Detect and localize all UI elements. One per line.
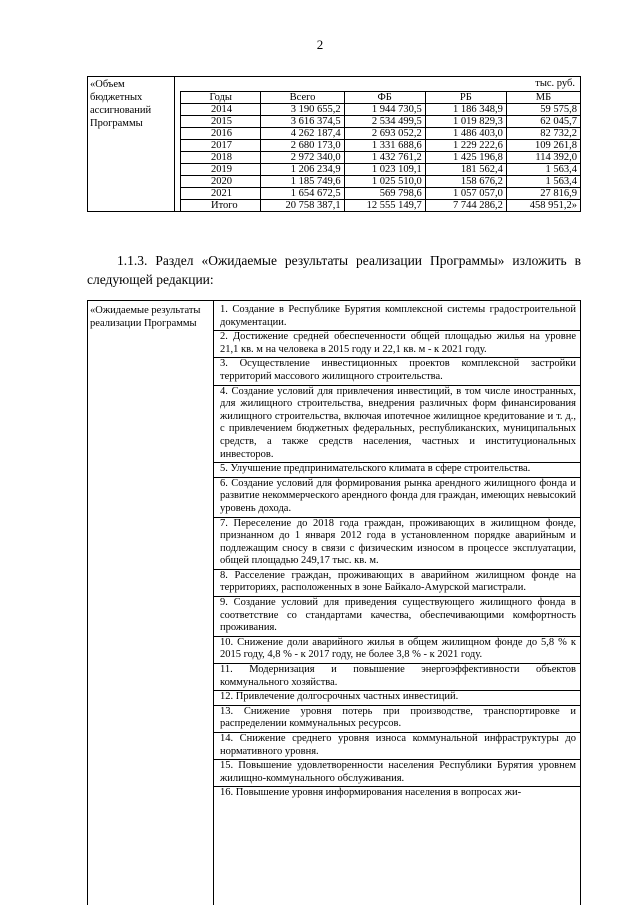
budget-value-cell: 3 190 655,2	[261, 104, 344, 116]
result-item: 2. Достижение средней обеспеченности общей площадью жилья на уровне 21,1 кв. м на человека в 2015 году и 22,1 кв. м - к 2021 году.	[214, 331, 580, 358]
budget-row	[181, 128, 581, 140]
budget-value-cell: 1 563,4	[506, 164, 580, 176]
budget-value-cell: 569 798,6	[344, 188, 425, 200]
budget-year-cell: 2014	[181, 104, 261, 116]
budget-value-cell: 12 555 149,7	[344, 200, 425, 212]
header-republic: РБ	[425, 92, 506, 104]
results-label: «Ожидаемые результаты реализации Программы	[88, 301, 214, 905]
result-item: 11. Модернизация и повышение энергоэффективности объектов коммунального хозяйства.	[214, 664, 580, 691]
result-item: 16. Повышение уровня информирования населения в вопросах жи-	[220, 787, 522, 799]
budget-row	[181, 104, 581, 116]
result-item: 9. Создание условий для приведения существующего жилищного фонда в соответствие со стандартами качества, обеспечивающими комфортность проживания.	[214, 597, 580, 637]
header-federal: ФБ	[344, 92, 425, 104]
budget-value-cell: 7 744 286,2	[425, 200, 506, 212]
budget-value-cell: 62 045,7	[506, 116, 580, 128]
budget-value-cell: 1 057 057,0	[425, 188, 506, 200]
budget-table	[180, 91, 580, 211]
budget-value-cell: 4 262 187,4	[261, 128, 344, 140]
budget-value-cell: 1 186 348,9	[425, 104, 506, 116]
budget-value-cell: 1 944 730,5	[344, 104, 425, 116]
budget-value-cell: 1 023 109,1	[344, 164, 425, 176]
result-item: 3. Осуществление инвестиционных проектов комплексной застройки территорий массового жилищного строительства.	[214, 358, 580, 385]
result-item: 12. Привлечение долгосрочных частных инвестиций.	[214, 691, 580, 706]
budget-row	[181, 164, 581, 176]
result-item: 6. Создание условий для формирования рынка арендного жилищного фонда и развитие некоммерческого арендного фонда для граждан, имеющих невысокий уровень дохода.	[214, 478, 580, 518]
section-heading: 1.1.3. Раздел «Ожидаемые результаты реализации Программы» изложить в следующей редакции:	[87, 253, 581, 287]
result-item: 4. Создание условий для привлечения инвестиций, в том числе иностранных, для жилищного строительства, внедрения различных форм финансирования жилищного строительства, включая ипотечное жилищное кредитование и т. д., с привлечением бюджетных федеральных, республиканских, муниципальных средств, а также средств населения, частных и институциональных инвесторов.	[214, 386, 580, 464]
budget-value-cell: 3 616 374,5	[261, 116, 344, 128]
budget-value-cell: 59 575,8	[506, 104, 580, 116]
budget-value-cell: 1 425 196,8	[425, 152, 506, 164]
result-item: 13. Снижение уровня потерь при производстве, транспортировке и распределении коммунальных ресурсов.	[214, 706, 580, 733]
budget-year-cell: 2016	[181, 128, 261, 140]
budget-value-cell: 1 563,4	[506, 176, 580, 188]
budget-value-cell: 2 534 499,5	[344, 116, 425, 128]
budget-value-cell: 1 229 222,6	[425, 140, 506, 152]
budget-value-cell: 158 676,2	[425, 176, 506, 188]
budget-allocation-block	[87, 76, 581, 212]
budget-header-row	[181, 92, 581, 104]
header-years: Годы	[181, 92, 261, 104]
result-item: 15. Повышение удовлетворенности населения Республики Бурятия уровнем жилищно-коммунального обслуживания.	[214, 760, 580, 787]
budget-value-cell: 1 432 761,2	[344, 152, 425, 164]
budget-value-cell: 114 392,0	[506, 152, 580, 164]
budget-unit: тыс. руб.	[535, 78, 575, 89]
budget-body	[175, 77, 580, 211]
budget-value-cell: 2 680 173,0	[261, 140, 344, 152]
result-item: 5. Улучшение предпринимательского климата в сфере строительства.	[214, 463, 580, 478]
result-item: 10. Снижение доли аварийного жилья в общем жилищном фонде до 5,8 % к 2015 году, 4,8 % - к 2017 году, не более 3,8 % - к 2021 году.	[214, 637, 580, 664]
budget-value-cell: 1 185 749,6	[261, 176, 344, 188]
results-list	[214, 301, 580, 905]
budget-value-cell: 458 951,2»	[506, 200, 580, 212]
budget-year-cell: 2018	[181, 152, 261, 164]
budget-value-cell: 1 331 688,6	[344, 140, 425, 152]
budget-value-cell: 1 019 829,3	[425, 116, 506, 128]
budget-year-cell: 2021	[181, 188, 261, 200]
result-item: 14. Снижение среднего уровня износа коммунальной инфраструктуры до нормативного уровня.	[214, 733, 580, 760]
budget-value-cell: 181 562,4	[425, 164, 506, 176]
budget-value-cell: 1 206 234,9	[261, 164, 344, 176]
budget-year-cell: 2020	[181, 176, 261, 188]
budget-row	[181, 140, 581, 152]
result-item: 1. Создание в Республике Бурятия комплексной системы градостроительной документации.	[214, 304, 580, 331]
header-municipal: МБ	[506, 92, 580, 104]
budget-row	[181, 188, 581, 200]
budget-year-cell: 2017	[181, 140, 261, 152]
header-total: Всего	[261, 92, 344, 104]
budget-row	[181, 152, 581, 164]
result-item: 8. Расселение граждан, проживающих в аварийном жилищном фонде на территориях, расположенных в зоне Байкало-Амурской магистрали.	[214, 570, 580, 597]
result-item: 7. Переселение до 2018 года граждан, проживающих в жилищном фонде, признанном до 1 января 2012 года в установленном порядке аварийным и подлежащим сносу в связи с физическим износом в процессе эксплуатации, общей площадью 249,17 тыс. кв. м.	[214, 518, 580, 570]
budget-value-cell: 1 486 403,0	[425, 128, 506, 140]
budget-row	[181, 116, 581, 128]
budget-year-cell: 2019	[181, 164, 261, 176]
budget-value-cell: 20 758 387,1	[261, 200, 344, 212]
page-number: 2	[316, 37, 324, 52]
budget-value-cell: 1 654 672,5	[261, 188, 344, 200]
budget-row	[181, 200, 581, 212]
budget-value-cell: 27 816,9	[506, 188, 580, 200]
budget-value-cell: 1 025 510,0	[344, 176, 425, 188]
budget-year-cell: 2015	[181, 116, 261, 128]
budget-row	[181, 176, 581, 188]
budget-year-cell: Итого	[181, 200, 261, 212]
expected-results-block	[87, 300, 581, 905]
budget-value-cell: 109 261,8	[506, 140, 580, 152]
budget-value-cell: 2 972 340,0	[261, 152, 344, 164]
budget-value-cell: 82 732,2	[506, 128, 580, 140]
budget-value-cell: 2 693 052,2	[344, 128, 425, 140]
budget-label: «Объем бюджетных ассигнований Программы	[88, 77, 175, 211]
